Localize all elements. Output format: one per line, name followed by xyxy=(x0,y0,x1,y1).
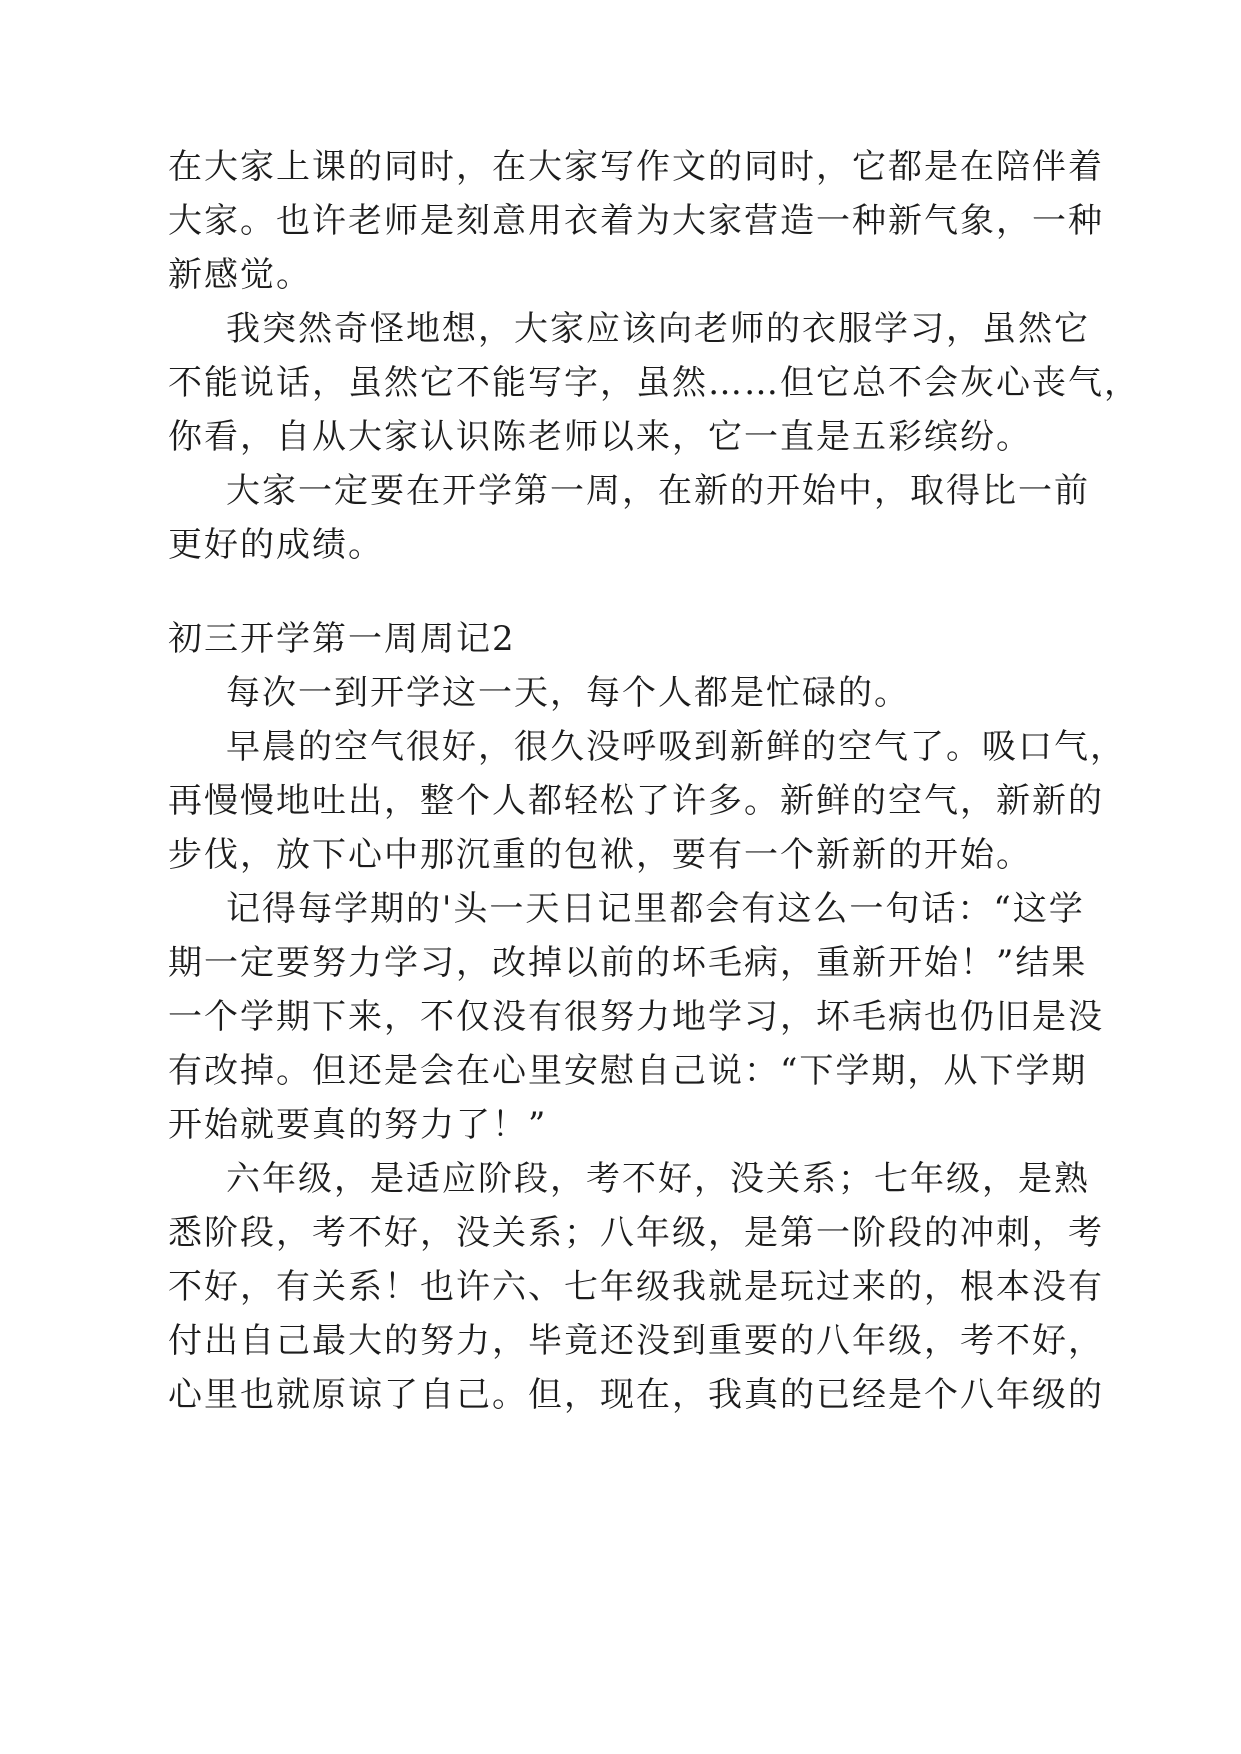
text-line: 有改掉。但还是会在心里安慰自己说：“下学期，从下学期 xyxy=(168,1051,1088,1091)
text-line: 更好的成绩。 xyxy=(168,525,384,565)
section-heading: 初三开学第一周周记2 xyxy=(168,619,516,659)
text-line: 你看，自从大家认识陈老师以来，它一直是五彩缤纷。 xyxy=(168,417,1032,457)
text-line: 付出自己最大的努力，毕竟还没到重要的八年级，考不好， xyxy=(168,1321,1104,1361)
text-line: 不好，有关系！也许六、七年级我就是玩过来的，根本没有 xyxy=(168,1267,1104,1307)
text-line: 在大家上课的同时，在大家写作文的同时，它都是在陪伴着 xyxy=(168,147,1104,187)
text-line: 不能说话，虽然它不能写字，虽然……但它总不会灰心丧气， xyxy=(168,363,1140,403)
text-line: 一个学期下来，不仅没有很努力地学习，坏毛病也仍旧是没 xyxy=(168,997,1104,1037)
text-line: 心里也就原谅了自己。但，现在，我真的已经是个八年级的 xyxy=(168,1375,1104,1415)
paragraph-first-line: 大家一定要在开学第一周，在新的开始中，取得比一前 xyxy=(226,471,1090,511)
paragraph-first-line: 我突然奇怪地想，大家应该向老师的衣服学习，虽然它 xyxy=(226,309,1090,349)
text-line: 步伐，放下心中那沉重的包袱，要有一个新新的开始。 xyxy=(168,835,1032,875)
paragraph-first-line: 早晨的空气很好，很久没呼吸到新鲜的空气了。吸口气， xyxy=(226,727,1126,767)
text-line: 再慢慢地吐出，整个人都轻松了许多。新鲜的空气，新新的 xyxy=(168,781,1104,821)
paragraph-first-line: 每次一到开学这一天，每个人都是忙碌的。 xyxy=(226,673,910,713)
text-line: 悉阶段，考不好，没关系；八年级，是第一阶段的冲刺，考 xyxy=(168,1213,1104,1253)
text-line: 开始就要真的努力了！” xyxy=(168,1105,548,1145)
text-line: 大家。也许老师是刻意用衣着为大家营造一种新气象，一种 xyxy=(168,201,1104,241)
paragraph-first-line: 六年级，是适应阶段，考不好，没关系；七年级，是熟 xyxy=(226,1159,1090,1199)
text-line: 新感觉。 xyxy=(168,255,312,295)
text-line: 期一定要努力学习，改掉以前的坏毛病，重新开始！”结果 xyxy=(168,943,1088,983)
paragraph-first-line: 记得每学期的'头一天日记里都会有这么一句话：“这学 xyxy=(226,889,1085,929)
